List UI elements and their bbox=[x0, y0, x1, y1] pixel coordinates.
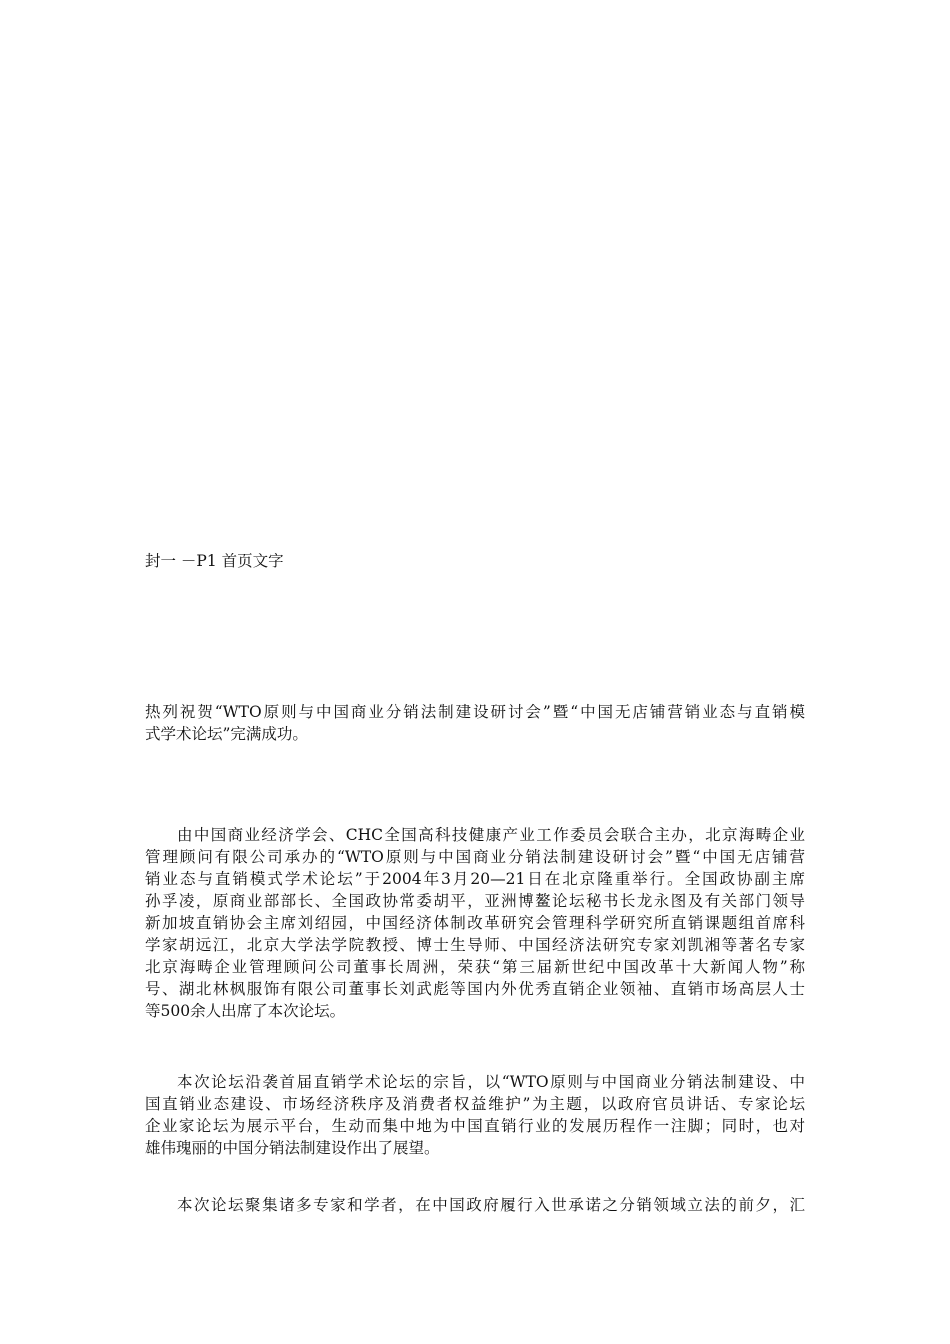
body-paragraph-2 bbox=[145, 1071, 805, 1159]
paragraph-line: 孙孚凌，原商业部部长、全国政协常委胡平，亚洲博鳌论坛秘书长龙永图及有关部门领导 bbox=[145, 892, 805, 910]
paragraph-line: 企业家论坛为展示平台，生动而集中地为中国直销行业的发展历程作一注脚；同时，也对 bbox=[145, 1117, 805, 1135]
paragraph-line: 管理顾问有限公司承办的“WTO原则与中国商业分销法制建设研讨会”暨“中国无店铺营 bbox=[145, 848, 805, 866]
congrats-paragraph bbox=[145, 701, 805, 745]
paragraph-line: 雄伟瑰丽的中国分销法制建设作出了展望。 bbox=[145, 1139, 440, 1157]
paragraph-line: 本次论坛聚集诸多专家和学者，在中国政府履行入世承诺之分销领域立法的前夕，汇 bbox=[177, 1196, 805, 1214]
congrats-line: 式学术论坛”完满成功。 bbox=[145, 725, 308, 743]
congrats-line: 热列祝贺“WTO原则与中国商业分销法制建设研讨会”暨“中国无店铺营销业态与直销模 bbox=[145, 703, 805, 721]
paragraph-line: 国直销业态建设、市场经济秩序及消费者权益维护”为主题，以政府官员讲话、专家论坛 bbox=[145, 1095, 805, 1113]
paragraph-line: 新加坡直销协会主席刘绍园，中国经济体制改革研究会管理科学研究所直销课题组首席科 bbox=[145, 914, 805, 932]
body-paragraph-1 bbox=[145, 824, 805, 1022]
paragraph-line: 学家胡远江，北京大学法学院教授、博士生导师、中国经济法研究专家刘凯湘等著名专家 bbox=[145, 936, 805, 954]
paragraph-line: 等500余人出席了本次论坛。 bbox=[145, 1002, 346, 1020]
cover-label: 封一 －P1 首页文字 bbox=[145, 552, 284, 570]
paragraph-line: 销业态与直销模式学术论坛”于2004年3月20—21日在北京隆重举行。全国政协副主席 bbox=[145, 870, 805, 888]
paragraph-line: 本次论坛沿袭首届直销学术论坛的宗旨，以“WTO原则与中国商业分销法制建设、中 bbox=[177, 1073, 805, 1091]
body-paragraph-3 bbox=[145, 1194, 805, 1216]
paragraph-line: 由中国商业经济学会、CHC全国高科技健康产业工作委员会联合主办，北京海畴企业 bbox=[177, 826, 805, 844]
paragraph-line: 北京海畴企业管理顾问公司董事长周洲，荣获“第三届新世纪中国改革十大新闻人物”称 bbox=[145, 958, 805, 976]
paragraph-line: 号、湖北林枫服饰有限公司董事长刘武彪等国内外优秀直销企业领袖、直销市场高层人士 bbox=[145, 980, 805, 998]
